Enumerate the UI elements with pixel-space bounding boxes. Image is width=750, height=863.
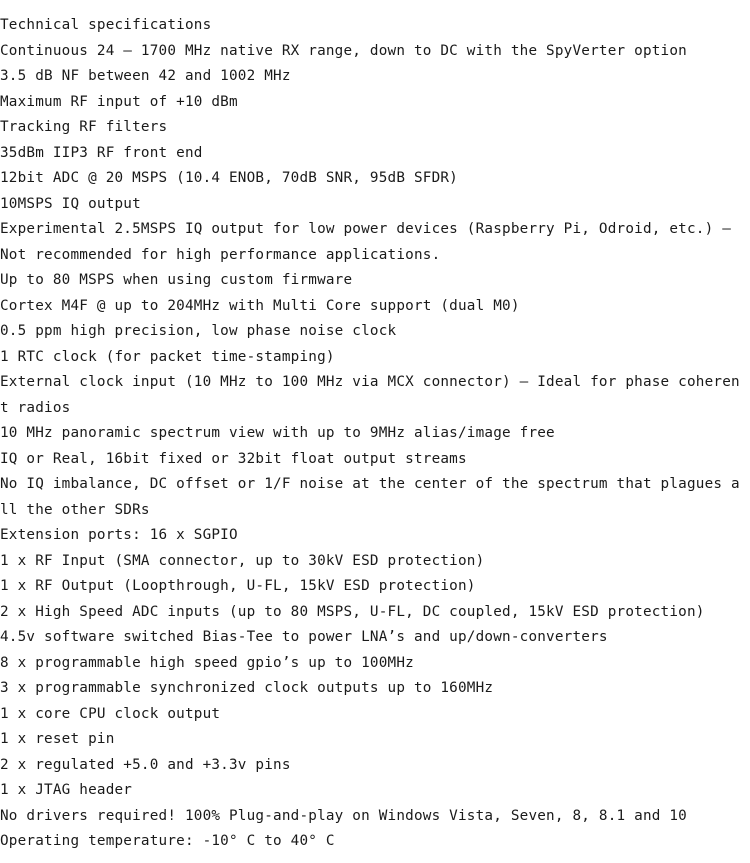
spec-document — [0, 13, 748, 855]
spec-line: 8 x programmable high speed gpio’s up to 100MHz — [0, 654, 414, 671]
spec-line: 3 x programmable synchronized clock outputs up to 160MHz — [0, 680, 494, 696]
spec-line: 10MSPS IQ output — [0, 195, 141, 212]
spec-line: Tracking RF filters — [0, 119, 168, 135]
spec-line: 10 MHz panoramic spectrum view with up to 9MHz alias/image free — [0, 425, 555, 441]
spec-line: 1 x core CPU clock output — [0, 705, 221, 722]
spec-line: 12bit ADC @ 20 MSPS (10.4 ENOB, 70dB SNR, 95dB SFDR) — [0, 170, 458, 186]
spec-line: 1 x JTAG header — [0, 782, 133, 798]
spec-line: Continuous 24 – 1700 MHz native RX range, down to DC with the SpyVerter option — [0, 42, 687, 59]
spec-line: 1 RTC clock (for packet time-stamping) — [0, 348, 335, 365]
spec-line: 4.5v software switched Bias-Tee to power LNA’s and up/down-converters — [0, 629, 608, 645]
spec-line: Operating temperature: -10° C to 40° C — [0, 833, 335, 849]
spec-line: 1 x RF Output (Loopthrough, U-FL, 15kV ESD protection) — [0, 578, 476, 594]
spec-line: IQ or Real, 16bit fixed or 32bit float output streams — [0, 450, 467, 467]
spec-line: 3.5 dB NF between 42 and 1002 MHz — [0, 68, 291, 84]
spec-line: 2 x High Speed ADC inputs (up to 80 MSPS, U-FL, DC coupled, 15kV ESD protection) — [0, 603, 705, 620]
spec-line: Cortex M4F @ up to 204MHz with Multi Core support (dual M0) — [0, 297, 520, 314]
spec-line: 35dBm IIP3 RF front end — [0, 144, 203, 161]
spec-line: No IQ imbalance, DC offset or 1/F noise at the center of the spectrum that plagues all the other SDRs — [0, 476, 740, 518]
spec-line: Extension ports: 16 x SGPIO — [0, 527, 238, 543]
spec-line: 2 x regulated +5.0 and +3.3v pins — [0, 756, 291, 773]
spec-line: Maximum RF input of +10 dBm — [0, 93, 238, 110]
spec-line: External clock input (10 MHz to 100 MHz via MCX connector) – Ideal for phase coherent radios — [0, 374, 740, 416]
spec-heading: Technical specifications — [0, 17, 212, 33]
spec-line: Experimental 2.5MSPS IQ output for low power devices (Raspberry Pi, Odroid, etc.) – Not recommended for high performance applications. — [0, 221, 740, 263]
spec-line: Up to 80 MSPS when using custom firmware — [0, 272, 353, 288]
spec-line: No drivers required! 100% Plug-and-play on Windows Vista, Seven, 8, 8.1 and 10 — [0, 807, 687, 824]
spec-line: 1 x reset pin — [0, 731, 115, 747]
spec-line: 0.5 ppm high precision, low phase noise clock — [0, 323, 397, 339]
spec-line: 1 x RF Input (SMA connector, up to 30kV ESD protection) — [0, 552, 485, 569]
